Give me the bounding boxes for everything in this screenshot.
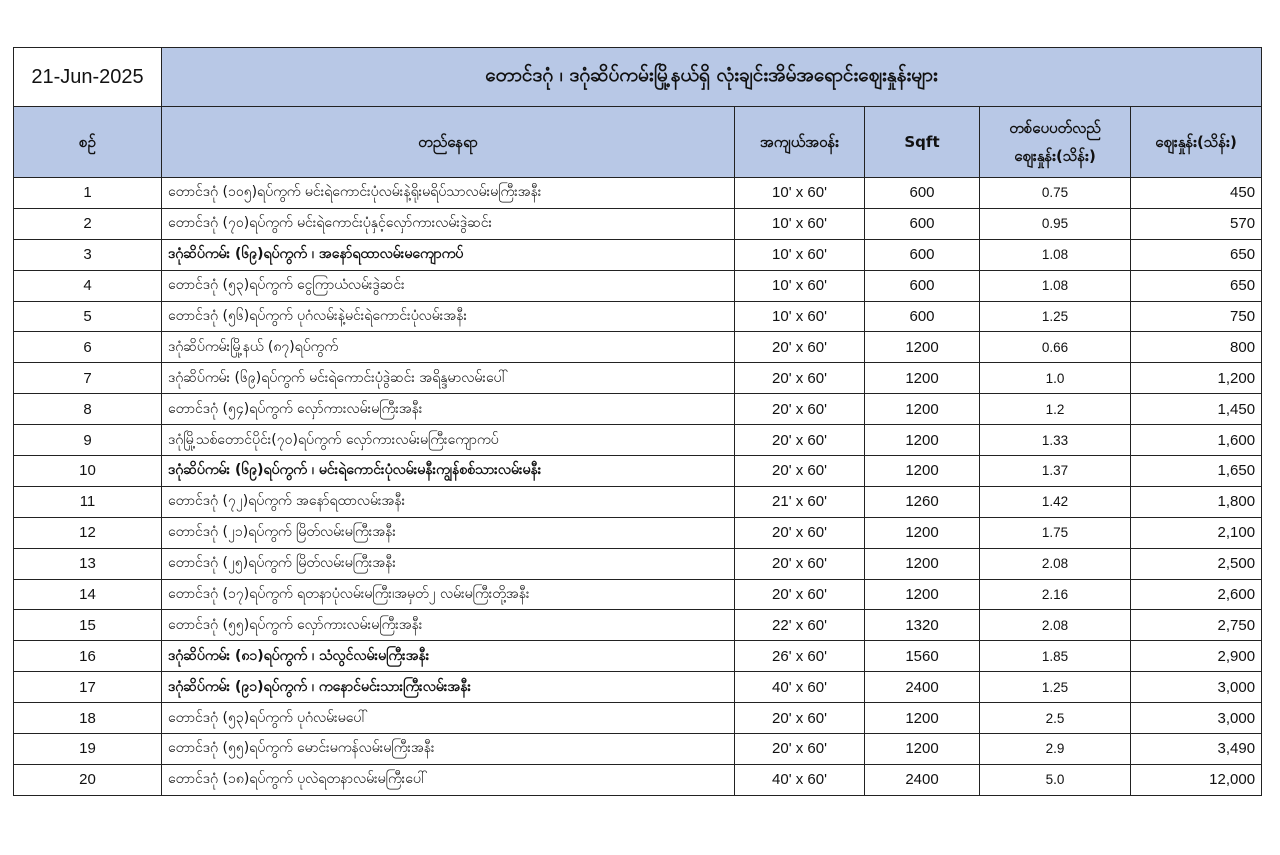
row-price: 570 [1131, 208, 1262, 239]
table-row [14, 394, 1262, 425]
row-number: 13 [14, 548, 162, 579]
row-price: 800 [1131, 332, 1262, 363]
row-number: 12 [14, 517, 162, 548]
header-row [14, 107, 1262, 178]
row-number: 19 [14, 734, 162, 765]
row-price-per-sqft: 1.37 [980, 456, 1131, 487]
row-number: 4 [14, 270, 162, 301]
table-row [14, 363, 1262, 394]
row-size: 10' x 60' [735, 270, 865, 301]
row-sqft: 600 [865, 178, 980, 209]
row-price-per-sqft: 1.2 [980, 394, 1131, 425]
row-size: 20' x 60' [735, 363, 865, 394]
row-location: ဒဂုံဆိပ်ကမ်း (၈၁)ရပ်ကွက် ၊ သံလွင်လမ်းမကြီးအနီး [162, 641, 735, 672]
row-size: 20' x 60' [735, 517, 865, 548]
row-location: တောင်ဒဂုံ (၁၇)ရပ်ကွက် ရတနာပုံလမ်းမကြီး၊အမှတ်၂ လမ်းမကြီးတို့အနီး [162, 579, 735, 610]
header-sqft: Sqft [865, 107, 980, 178]
row-sqft: 1200 [865, 517, 980, 548]
row-price: 12,000 [1131, 764, 1262, 795]
row-location: ဒဂုံဆိပ်ကမ်းမြို့နယ် (၈၇)ရပ်ကွက် [162, 332, 735, 363]
row-size: 40' x 60' [735, 764, 865, 795]
table-title: တောင်ဒဂုံ ၊ ဒဂုံဆိပ်ကမ်းမြို့နယ်ရှိ လုံးချင်းအိမ်အရောင်းဈေးနှုန်းများ [162, 48, 1262, 107]
row-price: 2,100 [1131, 517, 1262, 548]
table-row [14, 764, 1262, 795]
table-row [14, 208, 1262, 239]
row-price-per-sqft: 1.75 [980, 517, 1131, 548]
row-number: 11 [14, 486, 162, 517]
row-sqft: 1200 [865, 579, 980, 610]
row-price-per-sqft: 1.33 [980, 425, 1131, 456]
row-size: 10' x 60' [735, 239, 865, 270]
row-sqft: 600 [865, 208, 980, 239]
row-size: 22' x 60' [735, 610, 865, 641]
header-ppt-line2: ဈေးနှုန်း(သိန်း) [1014, 147, 1096, 165]
row-sqft: 2400 [865, 672, 980, 703]
table-row [14, 641, 1262, 672]
row-size: 21' x 60' [735, 486, 865, 517]
row-location: တောင်ဒဂုံ (၅၃)ရပ်ကွက် ငွေကြာယံလမ်းဒွဲဆင်း [162, 270, 735, 301]
row-sqft: 1200 [865, 332, 980, 363]
row-price-per-sqft: 2.08 [980, 548, 1131, 579]
row-size: 20' x 60' [735, 394, 865, 425]
row-size: 20' x 60' [735, 548, 865, 579]
row-location: ဒဂုံဆိပ်ကမ်း (၆၉)ရပ်ကွက် ၊ မင်းရဲကောင်းပုံလမ်းမနီးကျွန်စစ်သားလမ်းမနီး [162, 456, 735, 487]
table-row [14, 239, 1262, 270]
row-location: တောင်ဒဂုံ (၅၆)ရပ်ကွက် ပုဂံလမ်းနဲ့မင်းရဲကောင်းပုံလမ်းအနီး [162, 301, 735, 332]
header-price-per-sqft [980, 107, 1131, 178]
table-row [14, 548, 1262, 579]
table-row [14, 703, 1262, 734]
table-row [14, 270, 1262, 301]
row-price: 1,200 [1131, 363, 1262, 394]
row-location: တောင်ဒဂုံ (၂၁)ရပ်ကွက် မြိတ်လမ်းမကြီးအနီး [162, 517, 735, 548]
header-size: အကျယ်အဝန်း [735, 107, 865, 178]
table-row [14, 301, 1262, 332]
row-size: 10' x 60' [735, 301, 865, 332]
row-price: 3,490 [1131, 734, 1262, 765]
row-sqft: 1200 [865, 734, 980, 765]
table-row [14, 332, 1262, 363]
row-sqft: 1200 [865, 456, 980, 487]
row-location: တောင်ဒဂုံ (၂၅)ရပ်ကွက် မြိတ်လမ်းမကြီးအနီး [162, 548, 735, 579]
title-row [14, 48, 1262, 107]
row-price-per-sqft: 1.08 [980, 239, 1131, 270]
row-size: 20' x 60' [735, 425, 865, 456]
row-price: 2,500 [1131, 548, 1262, 579]
row-number: 10 [14, 456, 162, 487]
row-number: 7 [14, 363, 162, 394]
row-price: 650 [1131, 270, 1262, 301]
row-number: 5 [14, 301, 162, 332]
row-size: 20' x 60' [735, 456, 865, 487]
row-price: 2,600 [1131, 579, 1262, 610]
row-number: 15 [14, 610, 162, 641]
row-price: 750 [1131, 301, 1262, 332]
row-sqft: 1260 [865, 486, 980, 517]
row-size: 20' x 60' [735, 703, 865, 734]
row-number: 17 [14, 672, 162, 703]
price-table [13, 47, 1262, 796]
row-location: တောင်ဒဂုံ (၅၅)ရပ်ကွက် လှော်ကားလမ်းမကြီးအနီး [162, 610, 735, 641]
row-location: ဒဂုံဆိပ်ကမ်း (၆၉)ရပ်ကွက် မင်းရဲကောင်းပုံဒွဲဆင်း အရိန္ဒမာလမ်းပေါ် [162, 363, 735, 394]
header-no: စဉ် [14, 107, 162, 178]
table-row [14, 425, 1262, 456]
row-price: 1,600 [1131, 425, 1262, 456]
table-row [14, 672, 1262, 703]
row-price-per-sqft: 2.16 [980, 579, 1131, 610]
row-size: 20' x 60' [735, 579, 865, 610]
row-location: တောင်ဒဂုံ (၇၀)ရပ်ကွက် မင်းရဲကောင်းပုံနှင့်လှော်ကားလမ်းဒွဲဆင်း [162, 208, 735, 239]
table-row [14, 456, 1262, 487]
row-sqft: 600 [865, 270, 980, 301]
row-sqft: 1200 [865, 394, 980, 425]
row-price-per-sqft: 1.25 [980, 672, 1131, 703]
row-price-per-sqft: 2.08 [980, 610, 1131, 641]
row-price-per-sqft: 0.75 [980, 178, 1131, 209]
row-price: 3,000 [1131, 703, 1262, 734]
row-price: 2,900 [1131, 641, 1262, 672]
row-sqft: 1320 [865, 610, 980, 641]
row-price: 3,000 [1131, 672, 1262, 703]
row-number: 18 [14, 703, 162, 734]
row-sqft: 600 [865, 301, 980, 332]
row-price-per-sqft: 1.85 [980, 641, 1131, 672]
date-cell: 21-Jun-2025 [14, 48, 162, 107]
row-size: 40' x 60' [735, 672, 865, 703]
row-sqft: 1200 [865, 703, 980, 734]
row-price-per-sqft: 5.0 [980, 764, 1131, 795]
row-location: တောင်ဒဂုံ (၁၈)ရပ်ကွက် ပုလဲရတနာလမ်းမကြီးပေါ် [162, 764, 735, 795]
row-sqft: 2400 [865, 764, 980, 795]
row-location: တောင်ဒဂုံ (၅၄)ရပ်ကွက် လှော်ကားလမ်းမကြီးအနီး [162, 394, 735, 425]
table-row [14, 486, 1262, 517]
row-price-per-sqft: 1.25 [980, 301, 1131, 332]
row-price: 1,450 [1131, 394, 1262, 425]
header-price: ဈေးနှုန်း(သိန်း) [1131, 107, 1262, 178]
table-row [14, 734, 1262, 765]
row-price-per-sqft: 2.9 [980, 734, 1131, 765]
row-sqft: 1200 [865, 363, 980, 394]
row-size: 26' x 60' [735, 641, 865, 672]
row-location: တောင်ဒဂုံ (၅၅)ရပ်ကွက် မောင်းမကန်လမ်းမကြီးအနီး [162, 734, 735, 765]
row-number: 20 [14, 764, 162, 795]
row-price-per-sqft: 0.95 [980, 208, 1131, 239]
row-location: ဒဂုံဆိပ်ကမ်း (၉၁)ရပ်ကွက် ၊ ကနောင်မင်းသားကြီးလမ်းအနီး [162, 672, 735, 703]
row-location: တောင်ဒဂုံ (၅၃)ရပ်ကွက် ပုဂံလမ်းမပေါ် [162, 703, 735, 734]
row-number: 14 [14, 579, 162, 610]
row-price: 1,650 [1131, 456, 1262, 487]
row-size: 20' x 60' [735, 734, 865, 765]
row-price-per-sqft: 2.5 [980, 703, 1131, 734]
table-row [14, 517, 1262, 548]
row-size: 20' x 60' [735, 332, 865, 363]
row-size: 10' x 60' [735, 208, 865, 239]
row-number: 6 [14, 332, 162, 363]
row-sqft: 1200 [865, 548, 980, 579]
row-price: 2,750 [1131, 610, 1262, 641]
row-number: 9 [14, 425, 162, 456]
row-size: 10' x 60' [735, 178, 865, 209]
row-number: 16 [14, 641, 162, 672]
header-location: တည်နေရာ [162, 107, 735, 178]
table-row [14, 610, 1262, 641]
row-price: 450 [1131, 178, 1262, 209]
row-sqft: 1560 [865, 641, 980, 672]
row-price-per-sqft: 1.42 [980, 486, 1131, 517]
row-location: ဒဂုံဆိပ်ကမ်း (၆၉)ရပ်ကွက် ၊ အနော်ရထာလမ်းမကျောကပ် [162, 239, 735, 270]
row-number: 2 [14, 208, 162, 239]
row-location: တောင်ဒဂုံ (၇၂)ရပ်ကွက် အနော်ရထာလမ်းအနီး [162, 486, 735, 517]
row-number: 3 [14, 239, 162, 270]
header-ppt-line1: တစ်ပေပတ်လည် [1009, 119, 1101, 137]
row-number: 8 [14, 394, 162, 425]
row-location: တောင်ဒဂုံ (၁၀၅)ရပ်ကွက် မင်းရဲကောင်းပုံလမ်းနဲ့ရိုးမရိပ်သာလမ်းမကြီးအနီး [162, 178, 735, 209]
table-row [14, 178, 1262, 209]
row-price-per-sqft: 0.66 [980, 332, 1131, 363]
table-row [14, 579, 1262, 610]
row-sqft: 600 [865, 239, 980, 270]
row-sqft: 1200 [865, 425, 980, 456]
row-price: 650 [1131, 239, 1262, 270]
row-price-per-sqft: 1.08 [980, 270, 1131, 301]
row-price: 1,800 [1131, 486, 1262, 517]
row-number: 1 [14, 178, 162, 209]
row-price-per-sqft: 1.0 [980, 363, 1131, 394]
row-location: ဒဂုံမြို့သစ်တောင်ပိုင်း(၇၀)ရပ်ကွက် လှော်ကားလမ်းမကြီးကျောကပ် [162, 425, 735, 456]
